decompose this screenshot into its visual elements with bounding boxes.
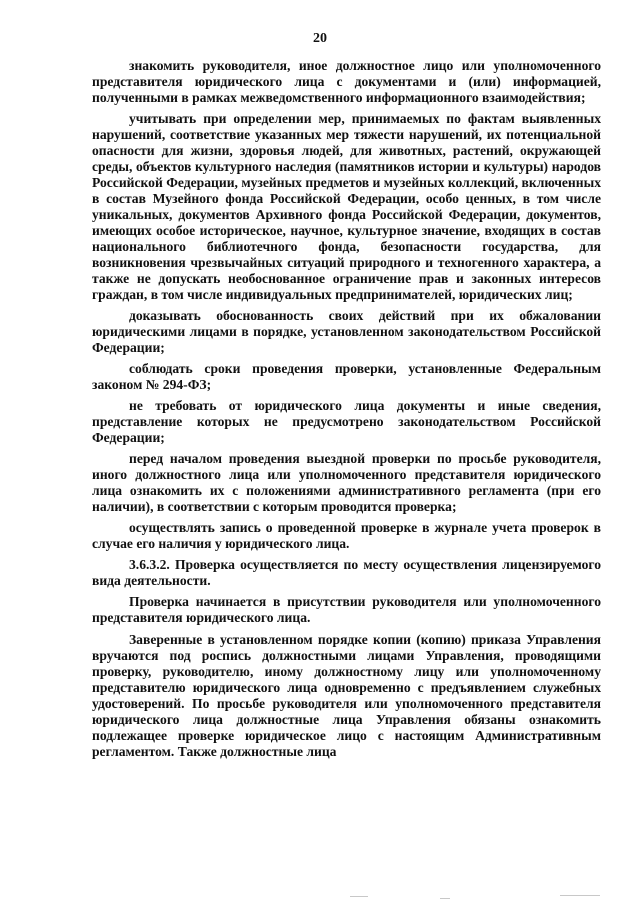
document-body <box>92 58 601 764</box>
paragraph-observe-deadlines: соблюдать сроки проведения проверки, установленные Федеральным законом № 294-ФЗ; <box>92 361 601 393</box>
paragraph-prove-validity: доказывать обоснованность своих действий при их обжаловании юридическими лицами в порядке, установленном законодательством Российской Федерации; <box>92 308 601 356</box>
paragraph-order-copies: Заверенные в установленном порядке копии (копию) приказа Управления вручаются под роспись должностными лицами Управления, проводящими проверку, руководителю, иному должностному лицу или уполномоченному представителю юридического лица одновременно с предъявлением служебных удостоверений. По просьбе руководителя или уполномоченного представителя юридического лица должностные лица Управления обязаны ознакомить подлежащее проверке юридическое лицо с настоящим Административным регламентом. Также должностные лица <box>92 631 601 760</box>
paragraph-consider-measures: учитывать при определении мер, принимаемых по фактам выявленных нарушений, соответствие указанных мер тяжести нарушений, их потенциальной опасности для жизни, здоровья людей, для животных, растений, окружающей среды, объектов культурного наследия (памятников истории и культуры) народов Российской Федерации, музейных предметов и музейных коллекций, включенных в состав Музейного фонда Российской Федерации, особо ценных, в том числе уникальных, документов Архивного фонда Российской Федерации, документов, имеющих особое историческое, научное, культурное значение, входящих в состав национального библиотечного фонда, безопасности государства, для возникновения чрезвычайных ситуаций природного и техногенного характера, а также не допускать необоснованное ограничение прав и законных интересов граждан, в том числе индивидуальных предпринимателей, юридических лиц; <box>92 110 601 303</box>
paragraph-familiarize: знакомить руководителя, иное должностное лицо или уполномоченного представителя юридического лица с документами и (или) информацией, полученными в рамках межведомственного информационного взаимодействия; <box>92 58 601 106</box>
paragraph-acquaint-regulation: перед началом проведения выездной проверки по просьбе руководителя, иного должностного лица или уполномоченного представителя юридического лица ознакомить их с положениями административного регламента (при его наличии), в соответствии с которым проводится проверка; <box>92 451 601 515</box>
paragraph-journal-record: осуществлять запись о проведенной проверке в журнале учета проверок в случае его наличия у юридического лица. <box>92 520 601 552</box>
scan-artifact <box>330 893 630 903</box>
paragraph-inspection-start: Проверка начинается в присутствии руководителя или уполномоченного представителя юридического лица. <box>92 594 601 626</box>
paragraph-section-3-6-3-2: 3.6.3.2. Проверка осуществляется по месту осуществления лицензируемого вида деятельности. <box>92 556 601 588</box>
page-number: 20 <box>313 31 327 46</box>
paragraph-no-extra-documents: не требовать от юридического лица документы и иные сведения, представление которых не предусмотрено законодательством Российской Федерации; <box>92 398 601 446</box>
